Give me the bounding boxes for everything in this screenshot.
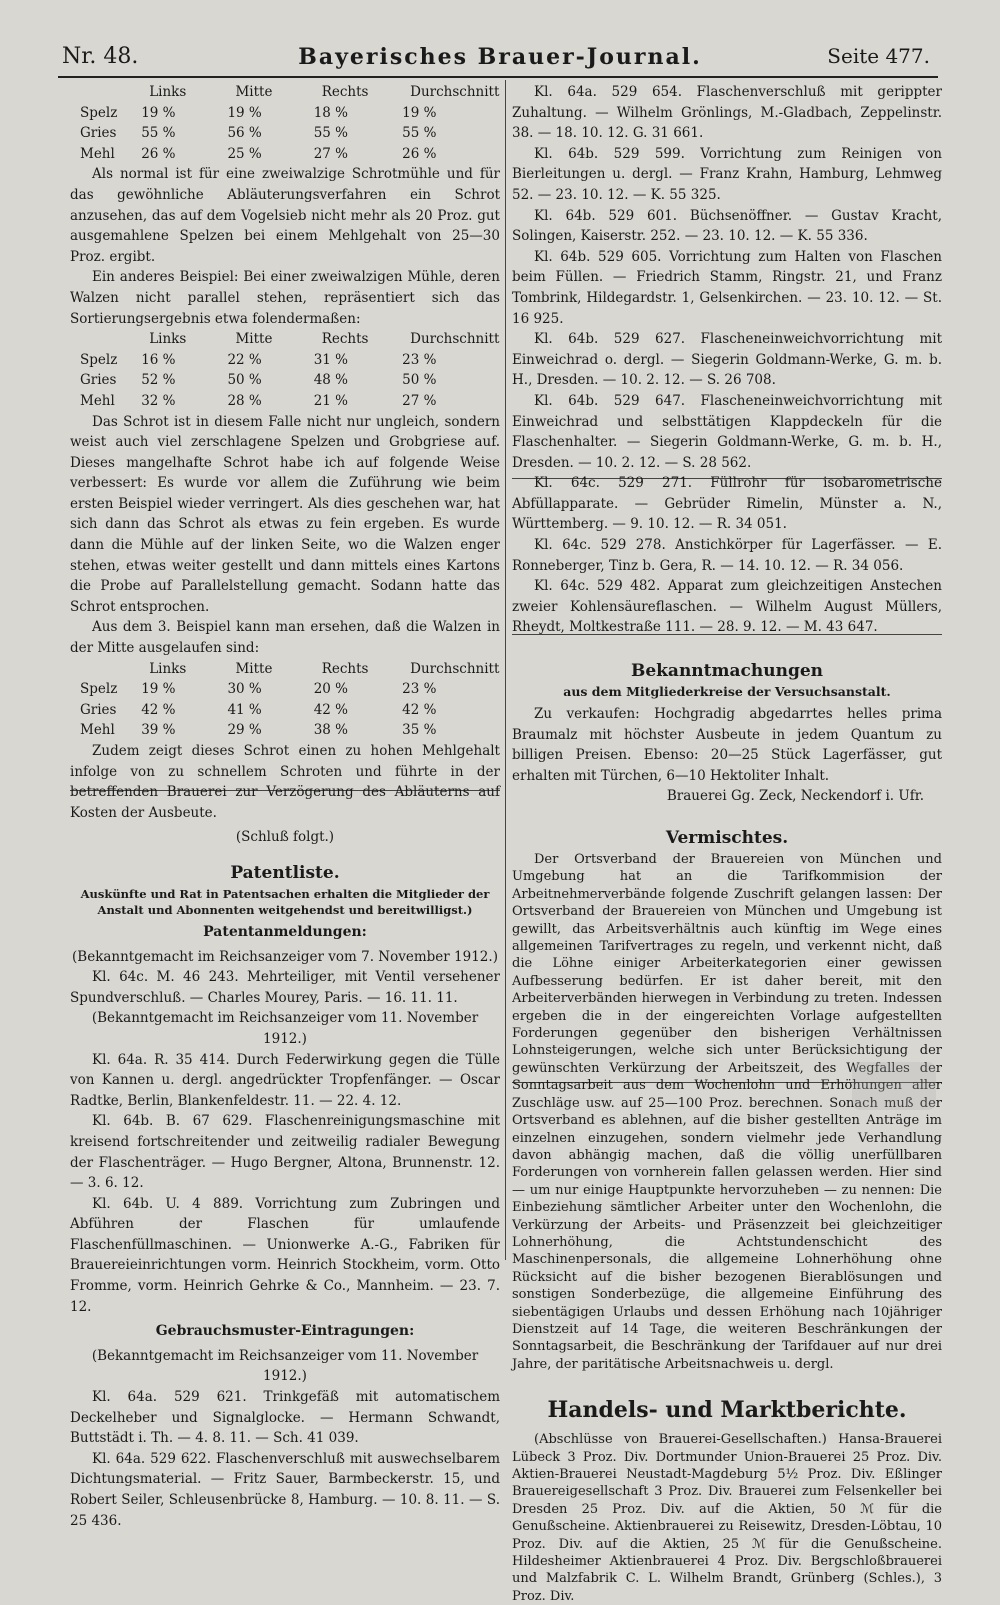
trade-reports-title: Handels- und Marktberichte. — [547, 1397, 907, 1424]
paragraph: Ein anderes Beispiel: Bei einer zweiwalzigen Mühle, deren Walzen nicht parallel stehen, repräsentiert sich das Sortierungsergebnis etwa folendermaßen: — [70, 269, 500, 327]
patent-entry: Kl. 64b. U. 4 889. Vorrichtung zum Zubringen und Abführen der Flaschen für umlaufende Flaschenfüllmaschinen. — Unionwerke A.-G., Fabriken für Brauereieinrichtungen vorm. Heinrich Stockheim, vorm. Otto Fromme, vorm. Heinrich Gehrke & Co., Mannheim. — 23. 7. 12. — [70, 1195, 500, 1315]
table-row: Spelz 19 % 19 % 18 % 19 % — [80, 104, 437, 121]
publication-note: (Bekanntgemacht im Reichsanzeiger vom 7. November 1912.) — [72, 948, 498, 965]
patent-entry: Kl. 64b. 529 627. Flascheneinweichvorrichtung mit Einweichrad o. dergl. — Siegerin Goldmann-Werke, G. m. b. H., Dresden. — 10. 2. 12. — S. 26 708. — [512, 331, 942, 389]
table-row: Gries 55 % 56 % 55 % 55 % — [80, 125, 437, 142]
table-header-row: Links Mitte Rechts Durchschnitt — [149, 331, 500, 348]
patent-list-subtitle: Auskünfte und Rat in Patentsachen erhalten die Mitglieder der Anstalt und Abonnenten weitgehendst und bereitwilligst.) — [80, 886, 490, 917]
publication-note: (Bekanntgemacht im Reichsanzeiger vom 11. November 1912.) — [91, 1010, 479, 1047]
table-row: Gries 52 % 50 % 48 % 50 % — [80, 372, 437, 389]
table-row: Mehl 26 % 25 % 27 % 26 % — [80, 145, 437, 162]
paragraph: Das Schrot ist in diesem Falle nicht nur ungleich, sondern weist auch viel zerschlagene Spelzen und Grobgriese auf. Dieses mangelhafte Schrot habe ich auf folgende Weise verbessert: Es wurde vor allem die Zuführung wie beim ersten Beispiel wieder verringert. Als dies geschehen war, hat sich dann das Schrot als etwas zu fein ergeben. Es wurde dann die Mühle auf der linken Seite, wo die Walzen enger stehen, etwas weiter gestellt und dann mittels eines Kartons die Probe auf Parallelstellung gemacht. Sodann hatte das Schrot entsprochen. — [70, 413, 500, 615]
page-number: Seite 477. — [827, 44, 930, 68]
paragraph: Als normal ist für eine zweiwalzige Schrotmühle und für das gewöhnliche Abläuterungsverfahren ein Schrot anzusehen, das auf dem Vogelsieb nicht mehr als 20 Proz. gut ausgemahlene Spelzen bei einem Mehlgehalt von 25—30 Proz. ergibt. — [70, 166, 500, 265]
patent-applications-heading: Patentanmeldungen: — [203, 923, 367, 940]
utility-models-heading: Gebrauchsmuster-Eintragungen: — [155, 1323, 415, 1340]
left-column — [70, 82, 500, 1529]
patent-entry: Kl. 64a. 529 622. Flaschenverschluß mit auswechselbarem Dichtungsmaterial. — Fritz Sauer, Barmbeckerstr. 15, und Robert Seiler, Schleusenbrücke 8, Hamburg. — 10. 8. 11. — S. 25 436. — [70, 1450, 500, 1529]
sieve-table-2 — [70, 329, 500, 411]
issue-number: Nr. 48. — [62, 44, 139, 69]
patent-entry: Kl. 64b. 529 599. Vorrichtung zum Reinigen von Bierleitungen u. dergl. — Franz Krahn, Hamburg, Lehmweg 52. — 23. 10. 12. — K. 55 325. — [512, 145, 942, 203]
sieve-table-1 — [70, 82, 500, 164]
table-row: Mehl 32 % 28 % 21 % 27 % — [80, 392, 437, 409]
table-header-row: Links Mitte Rechts Durchschnitt — [149, 84, 500, 100]
miscellaneous-text: Der Ortsverband der Brauereien von München und Umgebung hat an die Tarifkommision der Arbeitnehmerverbände folgende Zuschrift gelangen lassen: Der Ortsverband der Brauereien von München und Umgebung ist gewillt, das Arbeitsverhältnis auch künftig im Wege eines allgemeinen Tarifvertrages zu regeln, und verkennt nicht, daß die Löhne einiger Arbeiterkategorien einer gewissen Aufbesserung bedürfen. Er ist daher bereit, mit den Arbeiterverbänden hierwegen in Verbindung zu treten. Indessen ergeben die in der eingereichten Vorlage aufgestellten Forderungen gegenüber den bisherigen Verhältnissen Lohnsteigerungen, welche sich unter Berücksichtigung der gewünschten Verkürzung der Arbeitszeit, des Wegfalles der Sonntagsarbeit aus dem Wochenlohn und Erhöhungen aller Zuschläge usw. auf 25—100 Proz. berechnen. Sonach muß der Ortsverband es ablehnen, auf die bisher gestellten Anträge im einzelnen einzugehen, sondern vielmehr jede Verhandlung davon abhängig machen, daß die völlig unerfüllbaren Forderungen von vornherein fallen gelassen werden. Hier sind — um nur einige Hauptpunkte hervorzuheben — zu nennen: Die Einbeziehung sämtlicher Arbeiter unter den Wochenlohn, die Verkürzung der Arbeits- und Präsenzzeit bei gleichzeitiger Lohnerhöhung, die Achtstundenschicht des Maschinenpersonals, die allgemeine Lohnerhöhung ohne Rücksicht auf die bisher bezogenen Bierablösungen und sonstigen Sonderbezüge, die allgemeine Einführung des siebentägigen Urlaubs und dessen Erhöhung nach 10jähriger Dienstzeit auf 14 Tage, die weiteren Beschränkungen der Sonntagsarbeit, die Beschränkung der Tarifdauer auf nur drei Jahre, der paritätische Arbeitsnachweis u. dergl. — [512, 852, 942, 1372]
patent-entry: Kl. 64a. 529 621. Trinkgefäß mit automatischem Deckelheber und Signalglocke. — Hermann Schwandt, Buttstädt i. Th. — 4. 8. 11. — Sch. 41 039. — [70, 1389, 500, 1447]
faded-stamp — [852, 1062, 936, 1110]
paragraph: Aus dem 3. Beispiel kann man ersehen, daß die Walzen in der Mitte ausgelaufen sind: — [70, 619, 500, 657]
table-row: Spelz 19 % 30 % 20 % 23 % — [80, 681, 437, 698]
patent-entry: Kl. 64c. 529 278. Anstichkörper für Lagerfässer. — E. Ronneberger, Tinz b. Gera, R. — 14. 10. 12. — R. 34 056. — [512, 537, 942, 574]
patent-entry: Kl. 64b. 529 647. Flascheneinweichvorrichtung mit Einweichrad und selbsttätigen Klappdeckeln für die Flaschenhalter. — Siegerin Goldmann-Werke, G. m. b. H., Dresden. — 10. 2. 12. — S. 28 562. — [512, 392, 942, 471]
announcement-text: Zu verkaufen: Hochgradig abgedarrtes helles prima Braumalz mit höchster Ausbeute in jedem Quantum zu billigen Preisen. Ebenso: 20—25 Stück Lagerfässer, gut erhalten mit Türchen, 6—10 Hektoliter Inhalt. — [512, 706, 942, 784]
announcement-signature: Brauerei Gg. Zeck, Neckendorf i. Ufr. — [666, 788, 924, 805]
column-divider — [505, 80, 506, 1260]
patent-entry: Kl. 64c. 529 271. Füllrohr für isobarometrische Abfüllapparate. — Gebrüder Rimelin, Münster a. N., Württemberg. — 9. 10. 12. — R. 34 051. — [512, 475, 942, 533]
patent-entry: Kl. 64a. R. 35 414. Durch Federwirkung gegen die Tülle von Kannen u. dergl. angedrückter Tropfenfänger. — Oscar Radtke, Berlin, Blankenfeldestr. 11. — 22. 4. 12. — [70, 1051, 500, 1109]
to-be-continued: (Schluß folgt.) — [235, 829, 335, 846]
table-header-row: Links Mitte Rechts Durchschnitt — [149, 660, 500, 677]
patent-entry: Kl. 64b. 529 605. Vorrichtung zum Halten von Flaschen beim Füllen. — Friedrich Stamm, Ringstr. 21, und Franz Tombrink, Hildegardstr. 1, Gelsenkirchen. — 23. 10. 12. — St. 16 925. — [512, 248, 942, 327]
patent-entry: Kl. 64b. B. 67 629. Flaschenreinigungsmaschine mit kreisend fortschreitender und zeitweilig radialer Bewegung der Flaschenträger. — Hugo Bergner, Altona, Brunnenstr. 12. — 3. 6. 12. — [70, 1113, 500, 1192]
miscellaneous-title: Vermischtes. — [665, 828, 789, 848]
announcements-title: Bekanntmachungen — [630, 661, 824, 682]
patent-entry: Kl. 64c. 529 482. Apparat zum gleichzeitigen Anstechen zweier Kohlensäureflaschen. — Wilhelm August Müllers, Rheydt, Moltkestraße 111. — 28. 9. 12. — M. 43 647. — [512, 578, 942, 636]
patent-list-title: Patentliste. — [230, 862, 340, 883]
table-row: Spelz 16 % 22 % 31 % 23 % — [80, 351, 437, 368]
patent-entry: Kl. 64a. 529 654. Flaschenverschluß mit gerippter Zuhaltung. — Wilhelm Grönlings, M.-Gladbach, Zeppelinstr. 38. — 18. 10. 12. G. 31 661. — [512, 84, 942, 142]
publication-note: (Bekanntgemacht im Reichsanzeiger vom 11. November 1912.) — [91, 1347, 479, 1385]
announcements-subtitle: aus dem Mitgliederkreise der Versuchsanstalt. — [563, 684, 891, 700]
patent-entry: Kl. 64b. 529 601. Büchsenöffner. — Gustav Kracht, Solingen, Kaiserstr. 252. — 23. 10. 12. — K. 55 336. — [512, 207, 942, 245]
sieve-table-3 — [70, 659, 500, 741]
table-row: Gries 42 % 41 % 42 % 42 % — [80, 701, 437, 718]
journal-title: Bayerisches Brauer-Journal. — [298, 44, 702, 70]
paragraph: Zudem zeigt dieses Schrot einen zu hohen Mehlgehalt infolge von zu schnellem Schroten und führte in der betreffenden Brauerei zur Verzögerung des Abläuterns auf Kosten der Ausbeute. — [70, 743, 500, 821]
patent-entry: Kl. 64c. M. 46 243. Mehrteiliger, mit Ventil versehener Spundverschluß. — Charles Mourey, Paris. — 16. 11. 11. — [70, 969, 500, 1006]
trade-reports-text: (Abschlüsse von Brauerei-Gesellschaften.) Hansa-Brauerei Lübeck 3 Proz. Div. Dortmunder Union-Brauerei 25 Proz. Div. Aktien-Brauerei Neustadt-Magdeburg 5½ Proz. Div. Eßlinger Brauereigesellschaft 3 Proz. Div. Brauerei zum Felsenkeller bei Dresden 25 Proz. Div. auf die Aktien, 50 ℳ für die Genußscheine. Aktienbrauerei zu Reisewitz, Dresden-Löbtau, 10 Proz. Div. auf die Aktien, 25 ℳ für die Genußscheine. Hildesheimer Aktienbrauerei 4 Proz. Div. Bergschloßbrauerei und Malzfabrik C. L. Wilhelm Brandt, Grünberg (Schles.), 3 Proz. Div. — [512, 1432, 942, 1604]
page-header — [0, 38, 1000, 78]
header-rule — [58, 76, 938, 78]
table-row: Mehl 39 % 29 % 38 % 35 % — [80, 722, 437, 739]
